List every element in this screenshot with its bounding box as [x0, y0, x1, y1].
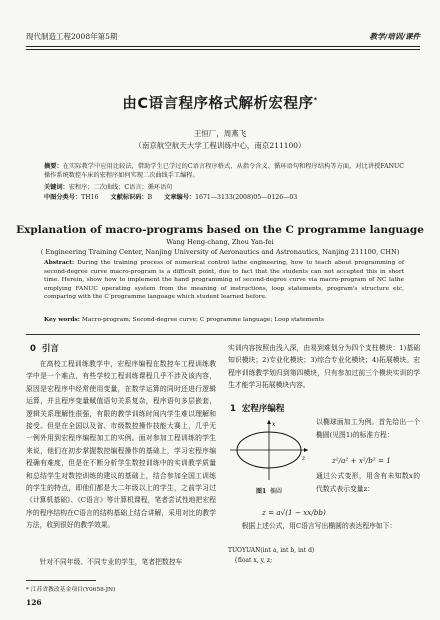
keywords-cn-label: 关键词： [44, 184, 69, 191]
section-1-heading [230, 402, 284, 414]
keywords-cn-text: 宏程序；二次曲线；C语言；循环语句 [68, 184, 173, 191]
title-footnote-mark: * [313, 96, 318, 105]
fig-z-label: z [302, 455, 306, 462]
article-no: 1671—3133(2008)05—0126—03 [195, 194, 298, 201]
figure-caption [228, 486, 310, 495]
figure-label: 图1 [255, 488, 267, 495]
footnote-rule [26, 580, 96, 581]
figure-caption-text: 椭圆 [270, 488, 283, 495]
right-column-paragraph: 实训内容按照由浅入深，由易到难划分为四个支柱模块：1)基础知识模块；2)专业化模块；3)综合专业化模块；4)拓展模块。宏程序训练教学划归到第四模块，只有参加过前三个模块实训的学生才能学习拓展模块内容。 [228, 344, 420, 390]
english-affiliation: ( Engineering Training Center, Nanjing University of Aeronautics and Astronautics, Nanjing 211100, CHN) [40, 248, 400, 256]
ellipse-transform-text: 通过公式变形，用含有未知数x的代数式表示变量z： [316, 472, 420, 493]
header-rule [26, 46, 420, 47]
classification-line [44, 193, 404, 202]
abstract-en-text: During the training process of numerical control lathe engineering, how to teach about programming of second-degree curve macro-program is a difficult point, due to fact that the students can not accepted this in short time. Herein, show how to implement the hand programming of second-degree curve via macro-program of NC lathe emplying FANUC operating system from the meaning of instructions, loop statements, program's structure etc, comparing with the C programme language which student learned before. [44, 260, 405, 301]
english-keywords [44, 315, 404, 325]
abstract-en-label: Abstract: [44, 259, 75, 266]
english-abstract [44, 259, 404, 302]
chinese-title-text: 由C语言程序格式解析宏程序 [122, 96, 314, 112]
section-0-title: 引言 [41, 344, 59, 354]
z-equation: z = a√(1 − xx/bb) [262, 508, 326, 517]
doc-code: B [147, 194, 153, 201]
running-head [26, 30, 420, 44]
section-0-heading [30, 342, 59, 354]
abstract-cn-label: 摘要： [44, 163, 63, 170]
section-name: 教学/培训/课件 [369, 32, 420, 41]
chinese-authors: 王恒厂，周燕飞 [193, 129, 247, 138]
separator-rule [26, 334, 420, 335]
intro-paragraph-2: 针对不同年级、不同专业的学生，笔者把数控车 [39, 558, 183, 566]
class-no: TH16 [81, 194, 99, 201]
fig-x-arrow [267, 420, 271, 424]
intro-paragraph: 在高校工程训练教学中，宏程序编程在数控车工程训练教学中是一个难点，有些学校工程训练课程几乎不涉及该内容，原因是宏程序中经常使用变量，在数学运算的同时还进行逻辑运算，并且程序变量赋值语句关系复杂，程序语句多层嵌套，逻辑关系理解性很强，有限的教学训练时间内学生难以理解和接受。但是在全国以及省、市级数控操作技能大赛上，几乎无一例外用到宏程序编程加工的实例。面对参加工程训练的学生来说，他们在初步掌握数控编程操作的基础上，学习宏程序编程确有难度，但是在不断分析学生数控训练中的实训教学质量和总结学生对数控训练的建议的基础上，结合参加全国工训练的学生的特点，即他们都是大二年级以上的学生，之前学习过《计算机基础》、《C语言》等计算机课程，笔者尝试性地把宏程序的程序结构在C语言的结构基础上结合讲解，采用对比的教学方法，收到很好的教学效果。 [26, 360, 216, 530]
ellipse-intro-text: 以椭球面加工为例。首先给出一个椭圆(见图1)的标准方程： [316, 418, 420, 439]
abstract-cn-text: 在实际教学中应用比较法，借助学生已学过的C语言程序格式，从指令含义、循环语句和程序结构等方面，对比讲授FANUC操作系统数控车床的宏程序如何实现二次曲线手工编程。 [44, 163, 405, 179]
english-authors: Wang Heng-chang, Zhou Yan-fei [166, 238, 274, 246]
section-1-title: 宏程序编程 [241, 404, 285, 414]
code-line: TUOYUAN(int a, int b, int d) [228, 547, 315, 554]
journal-name: 现代制造工程2008年第5期 [26, 32, 118, 41]
class-no-label: 中图分类号： [44, 194, 82, 201]
fig-z-arrow [304, 448, 308, 452]
code-line: {float x, y, z; [234, 557, 273, 564]
page-number: 126 [26, 598, 42, 607]
keywords-en-label: Key words: [44, 316, 80, 323]
footnote: * 江苏省教改基金项目(Y0658-JN) [26, 587, 116, 593]
fig-x-label: x [272, 421, 276, 428]
section-0-number: 0 [30, 344, 36, 354]
keywords-en-text: Macro-program; Second-degree curve; C programme language; Loop statements [81, 317, 325, 323]
code-listing [228, 546, 314, 566]
c-program-intro: 根据上述公式，用C语言写出椭圆的表达程序如下： [241, 522, 397, 530]
section-1-number: 1 [230, 404, 236, 414]
chinese-keywords [44, 183, 404, 192]
chinese-title [0, 92, 440, 113]
doc-code-label: 文献标识码： [110, 194, 148, 201]
chinese-abstract [44, 162, 404, 180]
chinese-affiliation: （南京航空航天大学工程训练中心，南京211100） [134, 141, 306, 150]
header-rule-thin [26, 49, 420, 50]
english-title: Explanation of macro-programs based on the C programme language [16, 224, 424, 236]
ellipse-figure [228, 418, 310, 482]
article-no-label: 文章编号： [164, 194, 196, 201]
ellipse-equation: z²/a² + x²/b² = 1 [332, 456, 391, 465]
